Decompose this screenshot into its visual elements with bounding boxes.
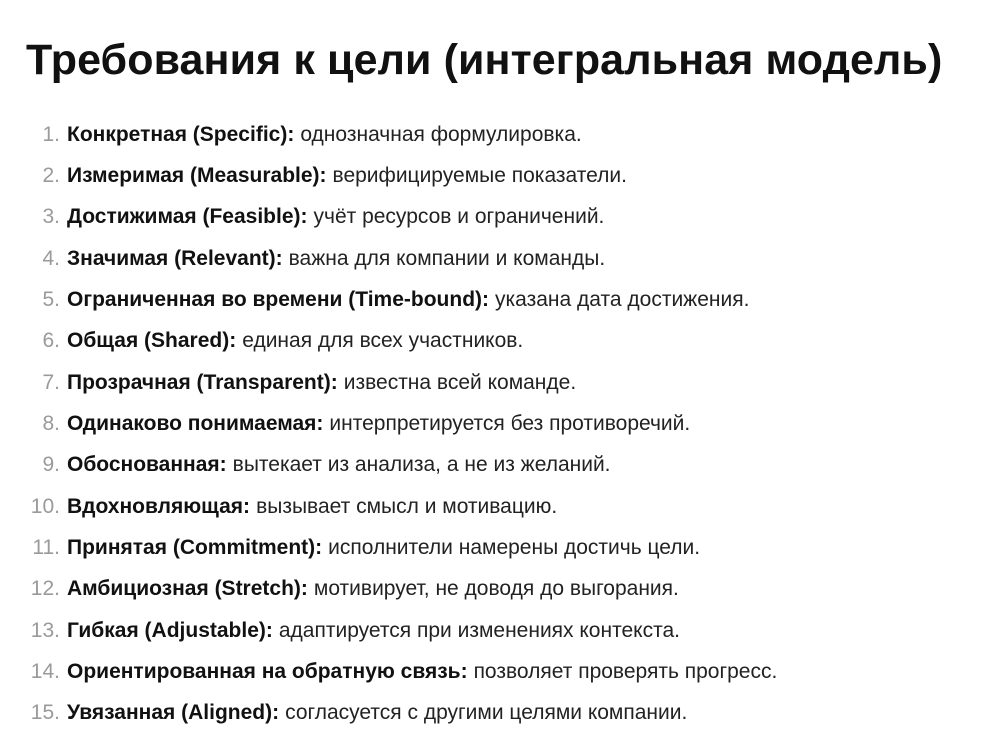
item-description: важна для компании и команды. — [288, 246, 606, 270]
item-number: 2. — [42, 164, 60, 188]
list-item — [0, 651, 777, 692]
item-term: Измеримая (Measurable): — [67, 164, 327, 188]
item-term: Амбициозная (Stretch): — [67, 577, 308, 601]
list-item — [0, 279, 777, 320]
item-term: Одинаково понимаемая: — [67, 412, 324, 436]
item-term: Гибкая (Adjustable): — [67, 618, 273, 642]
item-number: 3. — [42, 205, 60, 229]
slide-title: Требования к цели (интегральная модель) — [26, 36, 943, 84]
item-term: Обоснованная: — [67, 453, 227, 477]
item-term: Общая (Shared): — [67, 329, 237, 353]
item-number: 13. — [30, 618, 60, 642]
list-item — [0, 238, 777, 279]
item-number: 15. — [30, 701, 60, 725]
item-term: Конкретная (Specific): — [67, 122, 295, 146]
item-term: Прозрачная (Transparent): — [67, 370, 338, 394]
item-number: 14. — [30, 660, 60, 684]
item-number: 8. — [42, 412, 60, 436]
item-term: Значимая (Relevant): — [67, 246, 283, 270]
item-description: известна всей команде. — [343, 370, 577, 394]
item-term: Ограниченная во времени (Time-bound): — [67, 288, 490, 312]
list-item — [0, 486, 777, 527]
list-item — [0, 610, 777, 651]
item-number: 10. — [30, 494, 60, 518]
list-item — [0, 527, 777, 568]
item-description: однозначная формулировка. — [300, 122, 582, 146]
item-description: согласуется с другими целями компании. — [285, 701, 688, 725]
item-description: вызывает смысл и мотивацию. — [256, 494, 558, 518]
item-term: Ориентированная на обратную связь: — [67, 660, 468, 684]
item-description: единая для всех участников. — [242, 329, 524, 353]
list-item — [0, 321, 777, 362]
list-item — [0, 569, 777, 610]
item-term: Достижимая (Feasible): — [67, 205, 308, 229]
item-number: 1. — [42, 122, 60, 146]
item-description: мотивирует, не доводя до выгорания. — [313, 577, 679, 601]
item-number: 7. — [42, 370, 60, 394]
list-item — [0, 693, 777, 734]
list-item — [0, 155, 777, 196]
item-term: Принятая (Commitment): — [67, 536, 323, 560]
item-description: позволяет проверять прогресс. — [473, 660, 778, 684]
item-description: вытекает из анализа, а не из желаний. — [232, 453, 611, 477]
item-description: интерпретируется без противоречий. — [329, 412, 691, 436]
item-number: 9. — [42, 453, 60, 477]
item-description: учёт ресурсов и ограничений. — [313, 205, 605, 229]
list-item — [0, 403, 777, 444]
item-term: Увязанная (Aligned): — [67, 701, 280, 725]
item-number: 4. — [42, 246, 60, 270]
item-number: 5. — [42, 288, 60, 312]
item-number: 12. — [30, 577, 60, 601]
item-number: 6. — [42, 329, 60, 353]
list-item — [0, 445, 777, 486]
list-item — [0, 197, 777, 238]
requirements-list — [0, 114, 777, 734]
item-description: адаптируется при изменениях контекста. — [278, 618, 680, 642]
item-number: 11. — [32, 536, 60, 560]
item-term: Вдохновляющая: — [67, 494, 251, 518]
item-description: исполнители намерены достичь цели. — [328, 536, 701, 560]
item-description: указана дата достижения. — [495, 288, 750, 312]
item-description: верифицируемые показатели. — [332, 164, 627, 188]
list-item — [0, 114, 777, 155]
list-item — [0, 362, 777, 403]
